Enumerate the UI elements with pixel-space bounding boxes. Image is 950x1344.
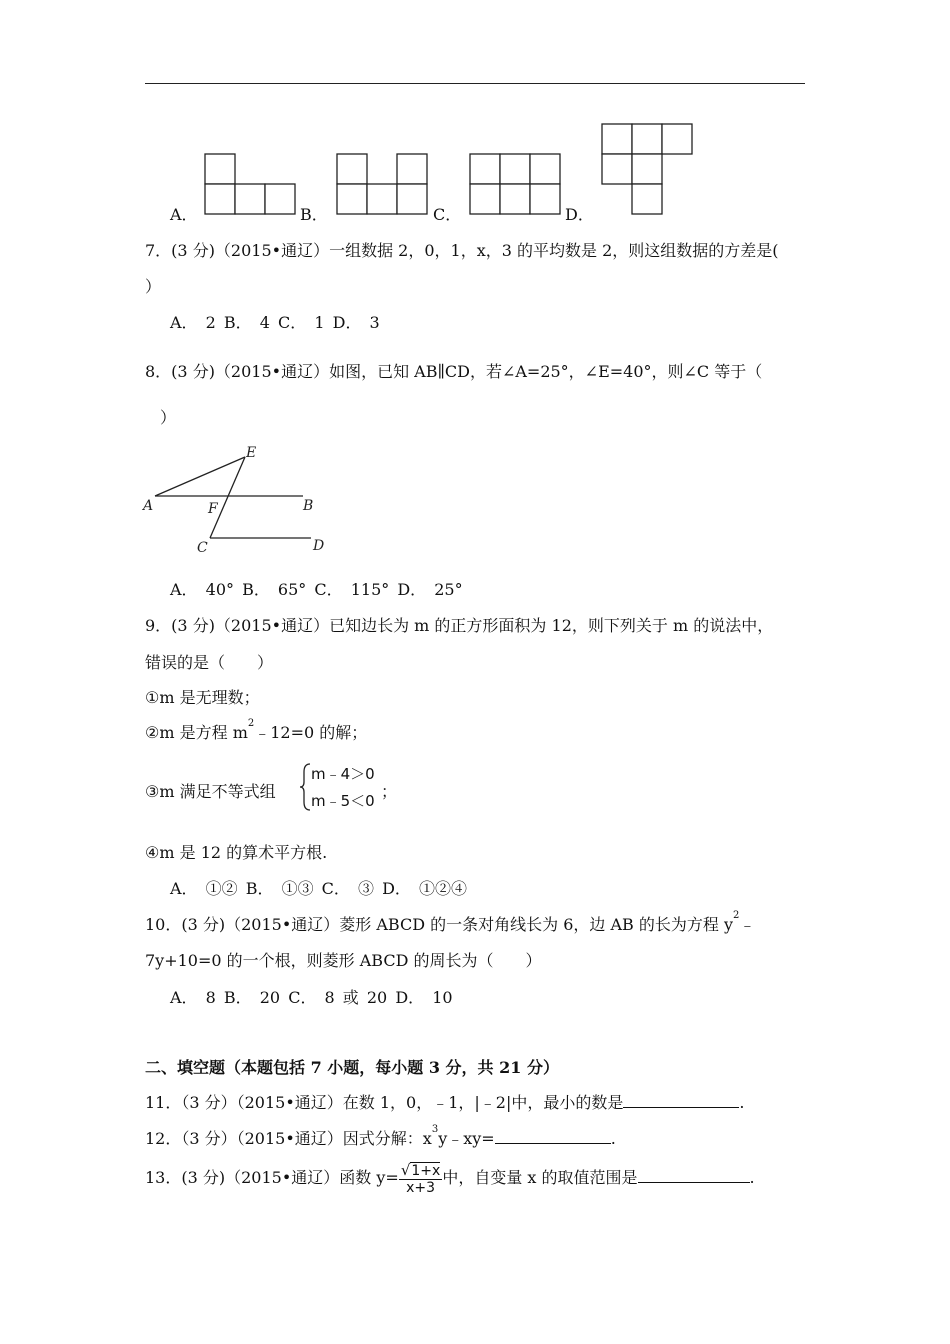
q11-answer-blank[interactable] bbox=[623, 1093, 739, 1108]
q10-stem-line2: 7y+10=0 的一个根，则菱形 ABCD 的周长为（ ） bbox=[145, 951, 542, 970]
q9-stem: 9．(3 分)（2015•通辽）已知边长为 m 的正方形面积为 12，则下列关于 m 的说法中， bbox=[145, 616, 774, 635]
q8-stem-close: ） bbox=[160, 408, 177, 427]
q9-statement-1: ①m 是无理数； bbox=[145, 688, 260, 707]
q6-option-d-label: D． bbox=[565, 205, 594, 224]
q12-answer-blank[interactable] bbox=[495, 1129, 611, 1144]
q6-option-c-label: C． bbox=[433, 205, 462, 224]
point-b-label: B bbox=[303, 498, 314, 514]
q9-system-line-1: m﹣4＞0 bbox=[311, 765, 375, 783]
header-rule bbox=[145, 83, 805, 84]
q6-option-a-figure bbox=[204, 153, 299, 217]
q9-system-line-2: m﹣5＜0 bbox=[311, 792, 375, 810]
q6-option-d-figure bbox=[601, 123, 696, 217]
q7-stem-close: ） bbox=[145, 277, 162, 296]
q8-options: A． 40° B． 65° C． 115° D． 25° bbox=[170, 580, 463, 599]
q6-option-a-label: A． bbox=[170, 205, 198, 224]
q11-stem: 11．（3 分）（2015•通辽）在数 1，0，﹣1，|﹣2|中，最小的数是 . bbox=[145, 1093, 745, 1112]
line-ec bbox=[210, 457, 245, 538]
point-d-label: D bbox=[313, 538, 325, 554]
q9-statement-3-end: ； bbox=[381, 782, 398, 801]
q9-statement-2: ②m 是方程 $m^2﹣12=0$ 的解； bbox=[145, 717, 368, 742]
point-f-label: F bbox=[208, 501, 218, 517]
q6-option-b-label: B． bbox=[300, 205, 328, 224]
q10-options: A． 8 B． 20 C． 8 或 20 D． 10 bbox=[170, 988, 453, 1007]
section-2-title: 二、填空题（本题包括 7 小题，每小题 3 分，共 21 分） bbox=[145, 1058, 559, 1077]
q7-options: A． 2 B． 4 C． 1 D． 3 bbox=[170, 313, 380, 332]
point-a-label: A bbox=[143, 498, 154, 514]
q13-fraction: $\frac{√1+x}{x+3}$ bbox=[400, 1160, 441, 1196]
q13-answer-blank[interactable] bbox=[638, 1168, 750, 1183]
q8-stem: 8．(3 分)（2015•通辽）如图，已知 AB∥CD，若∠A=25°，∠E=40°，则∠C 等于（ bbox=[145, 362, 763, 381]
q8-geometry-figure bbox=[138, 440, 338, 560]
point-e-label: E bbox=[246, 445, 257, 461]
q9-options: A． ①② B． ①③ C． ③ D． ①②④ bbox=[170, 879, 467, 898]
q13-stem: 13．(3 分)（2015•通辽）函数 y= $\frac{√1+x}{x+3}$ 中，自变量 x 的取值范围是 . bbox=[145, 1160, 755, 1196]
q6-option-c-figure bbox=[469, 153, 564, 217]
q9-statement-4: ④m 是 12 的算术平方根. bbox=[145, 843, 328, 862]
q9-system-brace bbox=[298, 762, 312, 812]
q6-option-b-figure bbox=[336, 153, 431, 217]
line-ae bbox=[155, 457, 245, 496]
q7-stem: 7．(3 分)（2015•通辽）一组数据 2，0，1，x，3 的平均数是 2，则这组数据的方差是( bbox=[145, 241, 779, 260]
q9-stem-line2: 错误的是（ ） bbox=[145, 653, 274, 672]
q12-stem: 12．（3 分）（2015•通辽）因式分解：$x^3y﹣xy=$ . bbox=[145, 1123, 616, 1148]
point-c-label: C bbox=[197, 540, 208, 556]
q9-statement-3-text: ③m 满足不等式组 bbox=[145, 782, 276, 801]
q10-stem: 10．(3 分)（2015•通辽）菱形 ABCD 的一条对角线长为 6，边 AB 的长为方程 $y^2﹣$ bbox=[145, 909, 756, 934]
